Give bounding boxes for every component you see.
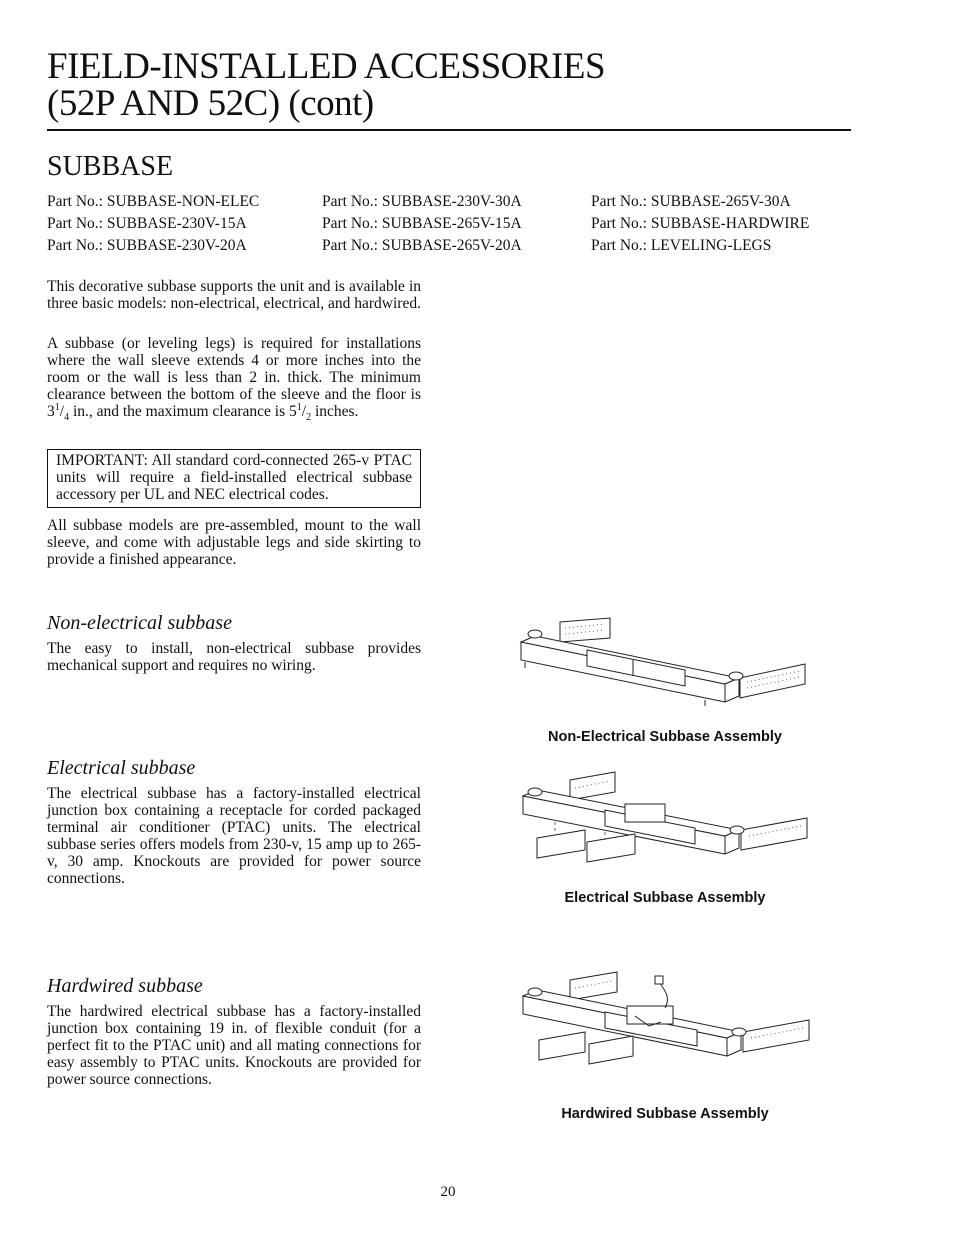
part-number-column-2: [322, 191, 522, 257]
part-number: Part No.: SUBBASE-230V-15A: [47, 215, 247, 232]
part-number: Part No.: SUBBASE-265V-15A: [322, 215, 522, 232]
part-number-column-1: [47, 191, 259, 257]
section-title: SUBBASE: [47, 151, 174, 182]
hardwired-subbase-illustration: [515, 968, 815, 1080]
part-number: Part No.: SUBBASE-230V-30A: [322, 193, 522, 210]
part-number: Part No.: SUBBASE-230V-20A: [47, 237, 247, 254]
non-electrical-heading: Non-electrical subbase: [47, 612, 232, 634]
important-note: IMPORTANT: All standard cord-connected 265-v PTAC units will require a field-installed electrical subbase accessory per UL and NEC electrical codes.: [47, 449, 421, 508]
hardwired-heading: Hardwired subbase: [47, 975, 203, 997]
hardwired-text: The hardwired electrical subbase has a factory-installed junction box containing 19 in. of flexible conduit (for a perfect fit to the PTAC unit) and all mating connections for easy assembly to PTAC units. Knockouts are provided for power source connections.: [47, 1003, 421, 1088]
part-number: Part No.: SUBBASE-265V-30A: [591, 193, 791, 210]
part-number-column-3: [591, 191, 809, 257]
electrical-caption: Electrical Subbase Assembly: [564, 890, 766, 906]
hardwired-caption: Hardwired Subbase Assembly: [561, 1106, 769, 1122]
electrical-heading: Electrical subbase: [47, 757, 196, 779]
page-number: 20: [440, 1184, 456, 1200]
title-line-1: FIELD-INSTALLED ACCESSORIES: [47, 46, 606, 87]
electrical-text: The electrical subbase has a factory-installed electrical junction box containing a receptacle for corded packaged terminal air conditioner (PTAC) units. The electrical subbase series offers models from 230-v, 15 amp up to 265-v, 30 amp. Knockouts are provided for power source connections.: [47, 785, 421, 887]
non-electrical-text: The easy to install, non-electrical subbase provides mechanical support and requires no wiring.: [47, 640, 421, 674]
page-title: [47, 48, 851, 122]
non-electrical-caption: Non-Electrical Subbase Assembly: [548, 729, 782, 745]
preassembled-paragraph: All subbase models are pre-assembled, mount to the wall sleeve, and come with adjustable legs and side skirting to provide a finished appearance.: [47, 517, 421, 568]
intro-paragraph: This decorative subbase supports the unit and is available in three basic models: non-electrical, electrical, and hardwired.: [47, 278, 421, 312]
electrical-subbase-illustration: [515, 768, 815, 878]
part-number: Part No.: LEVELING-LEGS: [591, 237, 772, 254]
title-rule: [47, 129, 851, 131]
clearance-paragraph: A subbase (or leveling legs) is required for installations where the wall sleeve extends 4 or more inches into the room or the wall is less than 2 in. thick. The minimum clearance between the bottom of the sleeve and the floor is $3^1/_4$ in., and the maximum clearance is $5^1/_2$ inches.: [47, 335, 421, 424]
part-number: Part No.: SUBBASE-NON-ELEC: [47, 193, 260, 210]
title-line-2: (52P AND 52C) (cont): [47, 83, 374, 124]
part-number: Part No.: SUBBASE-HARDWIRE: [591, 215, 810, 232]
non-electrical-subbase-illustration: [515, 612, 815, 716]
part-number: Part No.: SUBBASE-265V-20A: [322, 237, 522, 254]
